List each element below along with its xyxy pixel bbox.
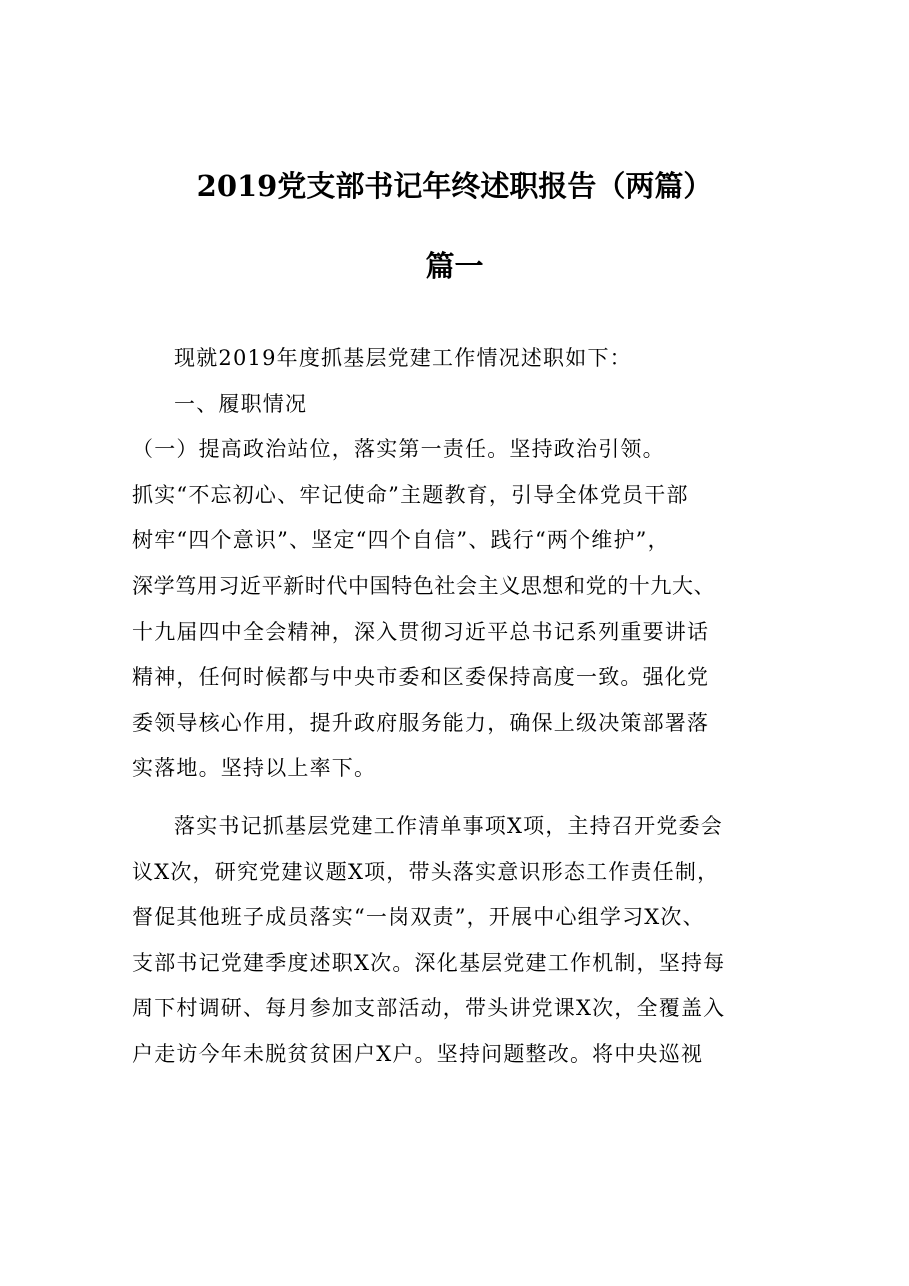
- paragraph-line: 议X次，研究党建议题X项，带头落实意识形态工作责任制，: [132, 859, 720, 884]
- paragraph-line: 支部书记党建季度述职X次。深化基层党建工作机制，坚持每: [132, 950, 726, 975]
- document-body: [132, 336, 790, 1078]
- paragraph-line: 周下村调研、每月参加支部活动，带头讲党课X次，全覆盖入: [132, 996, 726, 1021]
- paragraph-1: [132, 427, 790, 792]
- paragraph-line: 抓实“不忘初心、牢记使命”主题教育，引导全体党员干部: [132, 482, 689, 507]
- paragraph-line: 委领导核心作用，提升政府服务能力，确保上级决策部署落: [132, 710, 710, 735]
- paragraph-line: 精神，任何时候都与中央市委和区委保持高度一致。强化党: [132, 665, 710, 690]
- paragraph-2: [132, 804, 790, 1078]
- paragraph-line: 树牢“四个意识”、坚定“四个自信”、践行“两个维护”，: [132, 528, 670, 553]
- paragraph-line: 落实书记抓基层党建工作清单事项X项，主持召开党委会: [174, 813, 723, 838]
- paragraph-line: 实落地。坚持以上率下。: [132, 756, 377, 781]
- section-heading: 一、履职情况: [174, 391, 308, 416]
- paragraph-line: （一）提高政治站位，落实第一责任。坚持政治引领。: [132, 437, 665, 462]
- intro-paragraph: 现就2019年度抓基层党建工作情况述职如下：: [174, 346, 632, 370]
- paragraph-line: 深学笃用习近平新时代中国特色社会主义思想和党的十九大、: [132, 573, 716, 598]
- paragraph-line: 十九届四中全会精神，深入贯彻习近平总书记系列重要讲话: [132, 619, 710, 644]
- document-title: 2019党支部书记年终述职报告（两篇）: [196, 169, 713, 203]
- section-subtitle: 篇一: [425, 249, 484, 283]
- paragraph-line: 户走访今年未脱贫贫困户X户。坚持问题整改。将中央巡视: [132, 1041, 704, 1066]
- paragraph-line: 督促其他班子成员落实“一岗双责”，开展中心组学习X次、: [132, 905, 705, 930]
